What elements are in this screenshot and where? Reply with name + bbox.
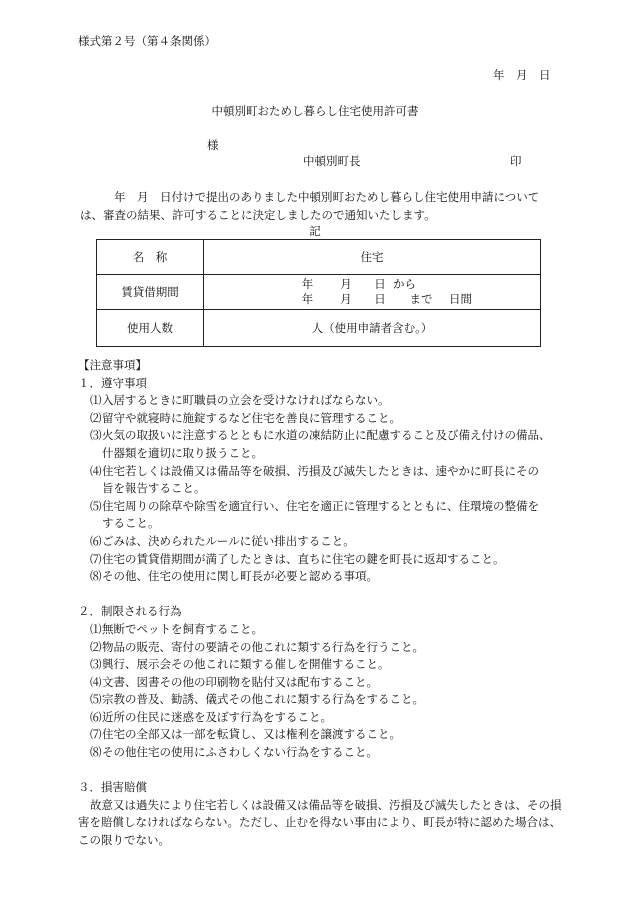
list-item bbox=[78, 392, 568, 410]
persons-label: 使用人数 bbox=[97, 310, 204, 347]
name-label: 名 称 bbox=[97, 240, 204, 275]
item-text: 入居するときに町職員の立会を受けなければならない。 bbox=[102, 393, 390, 408]
item-number: ⑻ bbox=[90, 745, 102, 760]
period-year: 年 bbox=[301, 277, 314, 291]
persons-value: 人（使用申請者含む。） bbox=[204, 310, 541, 347]
seal-mark: 印 bbox=[510, 154, 522, 168]
item-text: 興行、展示会その他これに類する催しを開催すること。 bbox=[102, 657, 390, 672]
list-item bbox=[78, 533, 568, 551]
item-text: 文書、図書その他の印刷物を貼付又は配布すること。 bbox=[102, 674, 378, 689]
item-number: ⑶ bbox=[90, 657, 102, 672]
item-number: ⑺ bbox=[90, 727, 102, 742]
period-until: まで bbox=[409, 292, 433, 306]
item-number: ⑸ bbox=[90, 498, 102, 513]
item-number: ⑵ bbox=[90, 410, 102, 425]
name-value: 住宅 bbox=[204, 240, 541, 275]
notice-body bbox=[80, 188, 560, 224]
section-title: １．遵守事項 bbox=[78, 375, 147, 390]
period-end-line bbox=[204, 292, 540, 307]
item-continuation: 什器類を適切に取り扱うこと。 bbox=[102, 445, 263, 460]
period-year: 年 bbox=[301, 292, 314, 306]
list-item bbox=[78, 744, 568, 762]
item-text: その他、住宅の使用に関し町長が必要と認める事項。 bbox=[102, 569, 378, 584]
list-item bbox=[78, 568, 568, 586]
item-continuation: すること。 bbox=[102, 516, 160, 531]
item-number: ⑹ bbox=[90, 709, 102, 724]
period-start-line bbox=[204, 277, 540, 292]
period-label: 賃貸借期間 bbox=[97, 275, 204, 310]
issue-date: 年 月 日 bbox=[493, 68, 551, 82]
item-text: 火気の取扱いに注意するとともに水道の凍結防止に配慮すること及び備え付けの備品、 bbox=[102, 428, 551, 443]
item-text: 無断でペットを飼育すること。 bbox=[102, 621, 263, 636]
item-number: ⑷ bbox=[90, 463, 102, 478]
item-continuation: 旨を報告すること。 bbox=[102, 481, 206, 496]
rules-list bbox=[78, 392, 568, 586]
restrictions-list bbox=[78, 621, 568, 762]
period-days: 日間 bbox=[449, 292, 472, 306]
item-number: ⑴ bbox=[90, 621, 102, 636]
document-title: 中頓別町おためし暮らし住宅使用許可書 bbox=[211, 104, 419, 118]
notes-heading: 【注意事項】 bbox=[78, 358, 147, 372]
list-item bbox=[78, 551, 568, 569]
item-number: ⑶ bbox=[90, 428, 102, 443]
item-text: 住宅周りの除草や除雪を適宜行い、住宅を適正に管理するとともに、住環境の整備を bbox=[102, 498, 539, 513]
permit-details-table bbox=[96, 239, 541, 347]
item-number: ⑸ bbox=[90, 692, 102, 707]
list-item bbox=[78, 410, 568, 428]
item-text: 留守や就寝時に施錠するなど住宅を善良に管理すること。 bbox=[102, 410, 401, 425]
notice-paragraph: 年 月 日付けで提出のありました中頓別町おためし暮らし住宅使用申請については、審査の結果、許可することに決定しましたので通知いたします。 bbox=[80, 190, 540, 222]
table-row bbox=[97, 310, 541, 347]
table-row bbox=[97, 275, 541, 310]
notes-section bbox=[78, 357, 568, 850]
item-number: ⑵ bbox=[90, 639, 102, 654]
list-item bbox=[78, 639, 568, 657]
damages-text: 故意又は過失により住宅若しくは設備又は備品等を破損、汚損及び滅失したときは、その損害を賠償しなければならない。ただし、止むを得ない事由により、町長が特に認めた場合は、この限りでない。 bbox=[78, 797, 562, 848]
item-text: ごみは、決められたルールに従い排出すること。 bbox=[102, 533, 355, 548]
item-number: ⑷ bbox=[90, 674, 102, 689]
item-number: ⑺ bbox=[90, 551, 102, 566]
item-text: 住宅の賃貸借期間が満了したときは、直ちに住宅の鍵を町長に返却すること。 bbox=[102, 551, 505, 566]
list-item bbox=[78, 427, 568, 445]
list-item bbox=[78, 463, 568, 481]
item-number: ⑴ bbox=[90, 393, 102, 408]
item-text: 物品の販売、寄付の要請その他これに類する行為を行うこと。 bbox=[102, 639, 424, 654]
list-item bbox=[78, 726, 568, 744]
issuer-name: 中頓別町長 bbox=[303, 154, 361, 168]
list-item bbox=[78, 674, 568, 692]
period-value bbox=[204, 275, 541, 310]
section-title: ２．制限される行為 bbox=[78, 604, 182, 619]
item-number: ⑻ bbox=[90, 569, 102, 584]
item-number: ⑹ bbox=[90, 533, 102, 548]
item-text: 住宅若しくは設備又は備品等を破損、汚損及び滅失したときは、速やかに町長にその bbox=[102, 463, 539, 478]
ki-heading: 記 bbox=[309, 224, 321, 238]
period-day: 日 bbox=[374, 277, 386, 291]
item-text: 近所の住民に迷惑を及ぼす行為をすること。 bbox=[102, 709, 332, 724]
form-number: 様式第２号（第４条関係） bbox=[78, 34, 216, 48]
period-month: 月 bbox=[340, 277, 352, 291]
item-text: その他住宅の使用にふさわしくない行為をすること。 bbox=[102, 745, 378, 760]
list-item bbox=[78, 709, 568, 727]
item-text: 宗教の普及、勧誘、儀式その他これに類する行為をすること。 bbox=[102, 692, 424, 707]
table-row bbox=[97, 240, 541, 275]
period-from: から bbox=[393, 277, 416, 291]
recipient-honorific: 様 bbox=[207, 138, 219, 152]
period-month: 月 bbox=[340, 292, 352, 306]
list-item bbox=[78, 656, 568, 674]
list-item bbox=[78, 691, 568, 709]
section-title: ３．損害賠償 bbox=[78, 780, 147, 795]
list-item bbox=[78, 621, 568, 639]
period-day: 日 bbox=[374, 292, 386, 306]
list-item bbox=[78, 498, 568, 516]
item-text: 住宅の全部又は一部を転貸し、又は権利を譲渡すること。 bbox=[102, 727, 401, 742]
